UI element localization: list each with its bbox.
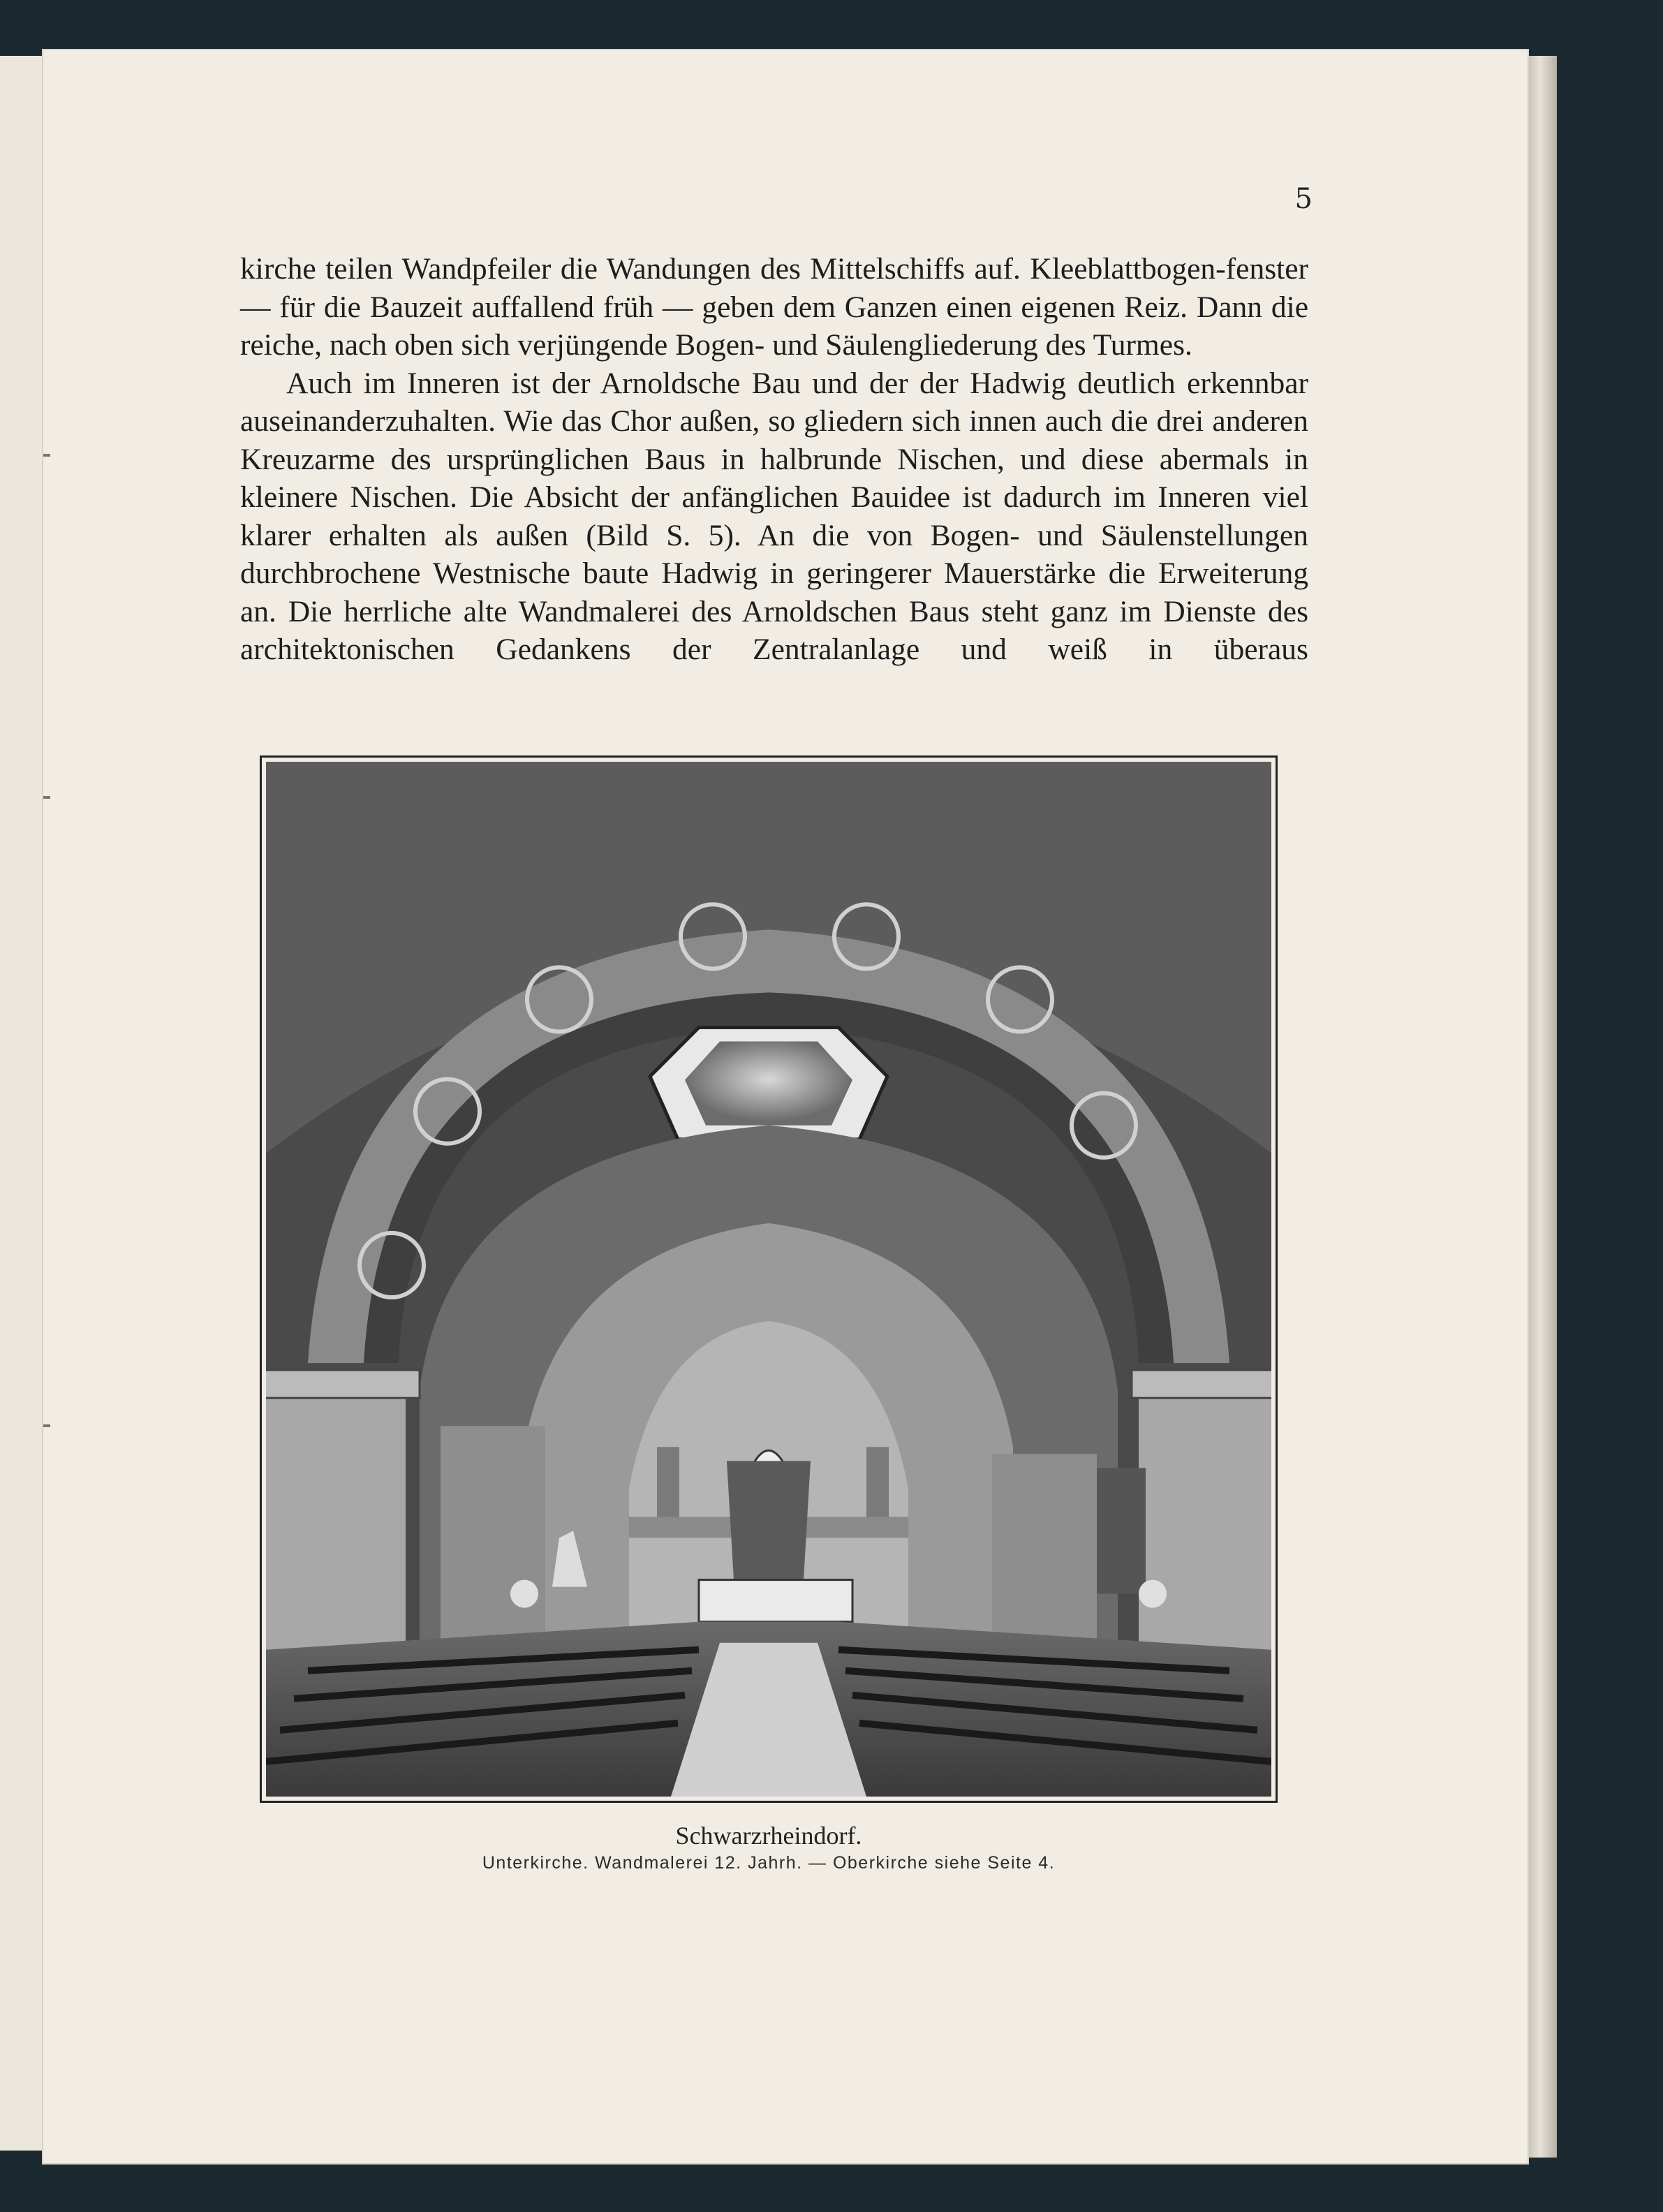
body-text <box>240 250 1308 669</box>
binding-mark <box>43 454 50 457</box>
church-interior-photo <box>260 755 1278 1803</box>
figure-caption-subtitle: Unterkirche. Wandmalerei 12. Jahrh. — Oberkirche siehe Seite 4. <box>482 1853 1056 1873</box>
page-number: 5 <box>1294 183 1313 215</box>
church-interior-illustration <box>266 762 1271 1797</box>
paragraph: kirche teilen Wandpfeiler die Wandungen des Mittelschiffs auf. Kleeblattbogen-fenster — für die Bauzeit auffallend früh — geben dem Ganzen einen eigenen Reiz. Dann die reiche, nach oben sich verjüngende Bogen- und Säulengliederung des Turmes. <box>240 252 1308 362</box>
page-stack-edge <box>1529 56 1557 2158</box>
binding-mark <box>43 796 50 799</box>
binding-mark <box>43 1424 50 1427</box>
previous-page-edge <box>0 56 42 2151</box>
paragraph: Auch im Inneren ist der Arnoldsche Bau und der der Hadwig deutlich erkennbar auseinanderzuhalten. Wie das Chor außen, so gliedern sich innen auch die drei anderen Kreuzarme des ursprünglichen Baus in halbrunde Nischen, und diese abermals in kleinere Nischen. Die Absicht der anfänglichen Bauidee ist dadurch im Inneren viel klarer erhalten als außen (Bild S. 5). An die von Bogen- und Säulenstellungen durchbrochene Westnische baute Hadwig in geringerer Mauerstärke die Erweiterung an. Die herrliche alte Wandmalerei des Arnoldschen Baus steht ganz im Dienste des architektonischen Gedankens der Zentralanlage und weiß in überaus <box>240 366 1308 666</box>
figure-caption-title: Schwarzrheindorf. <box>675 1822 862 1850</box>
